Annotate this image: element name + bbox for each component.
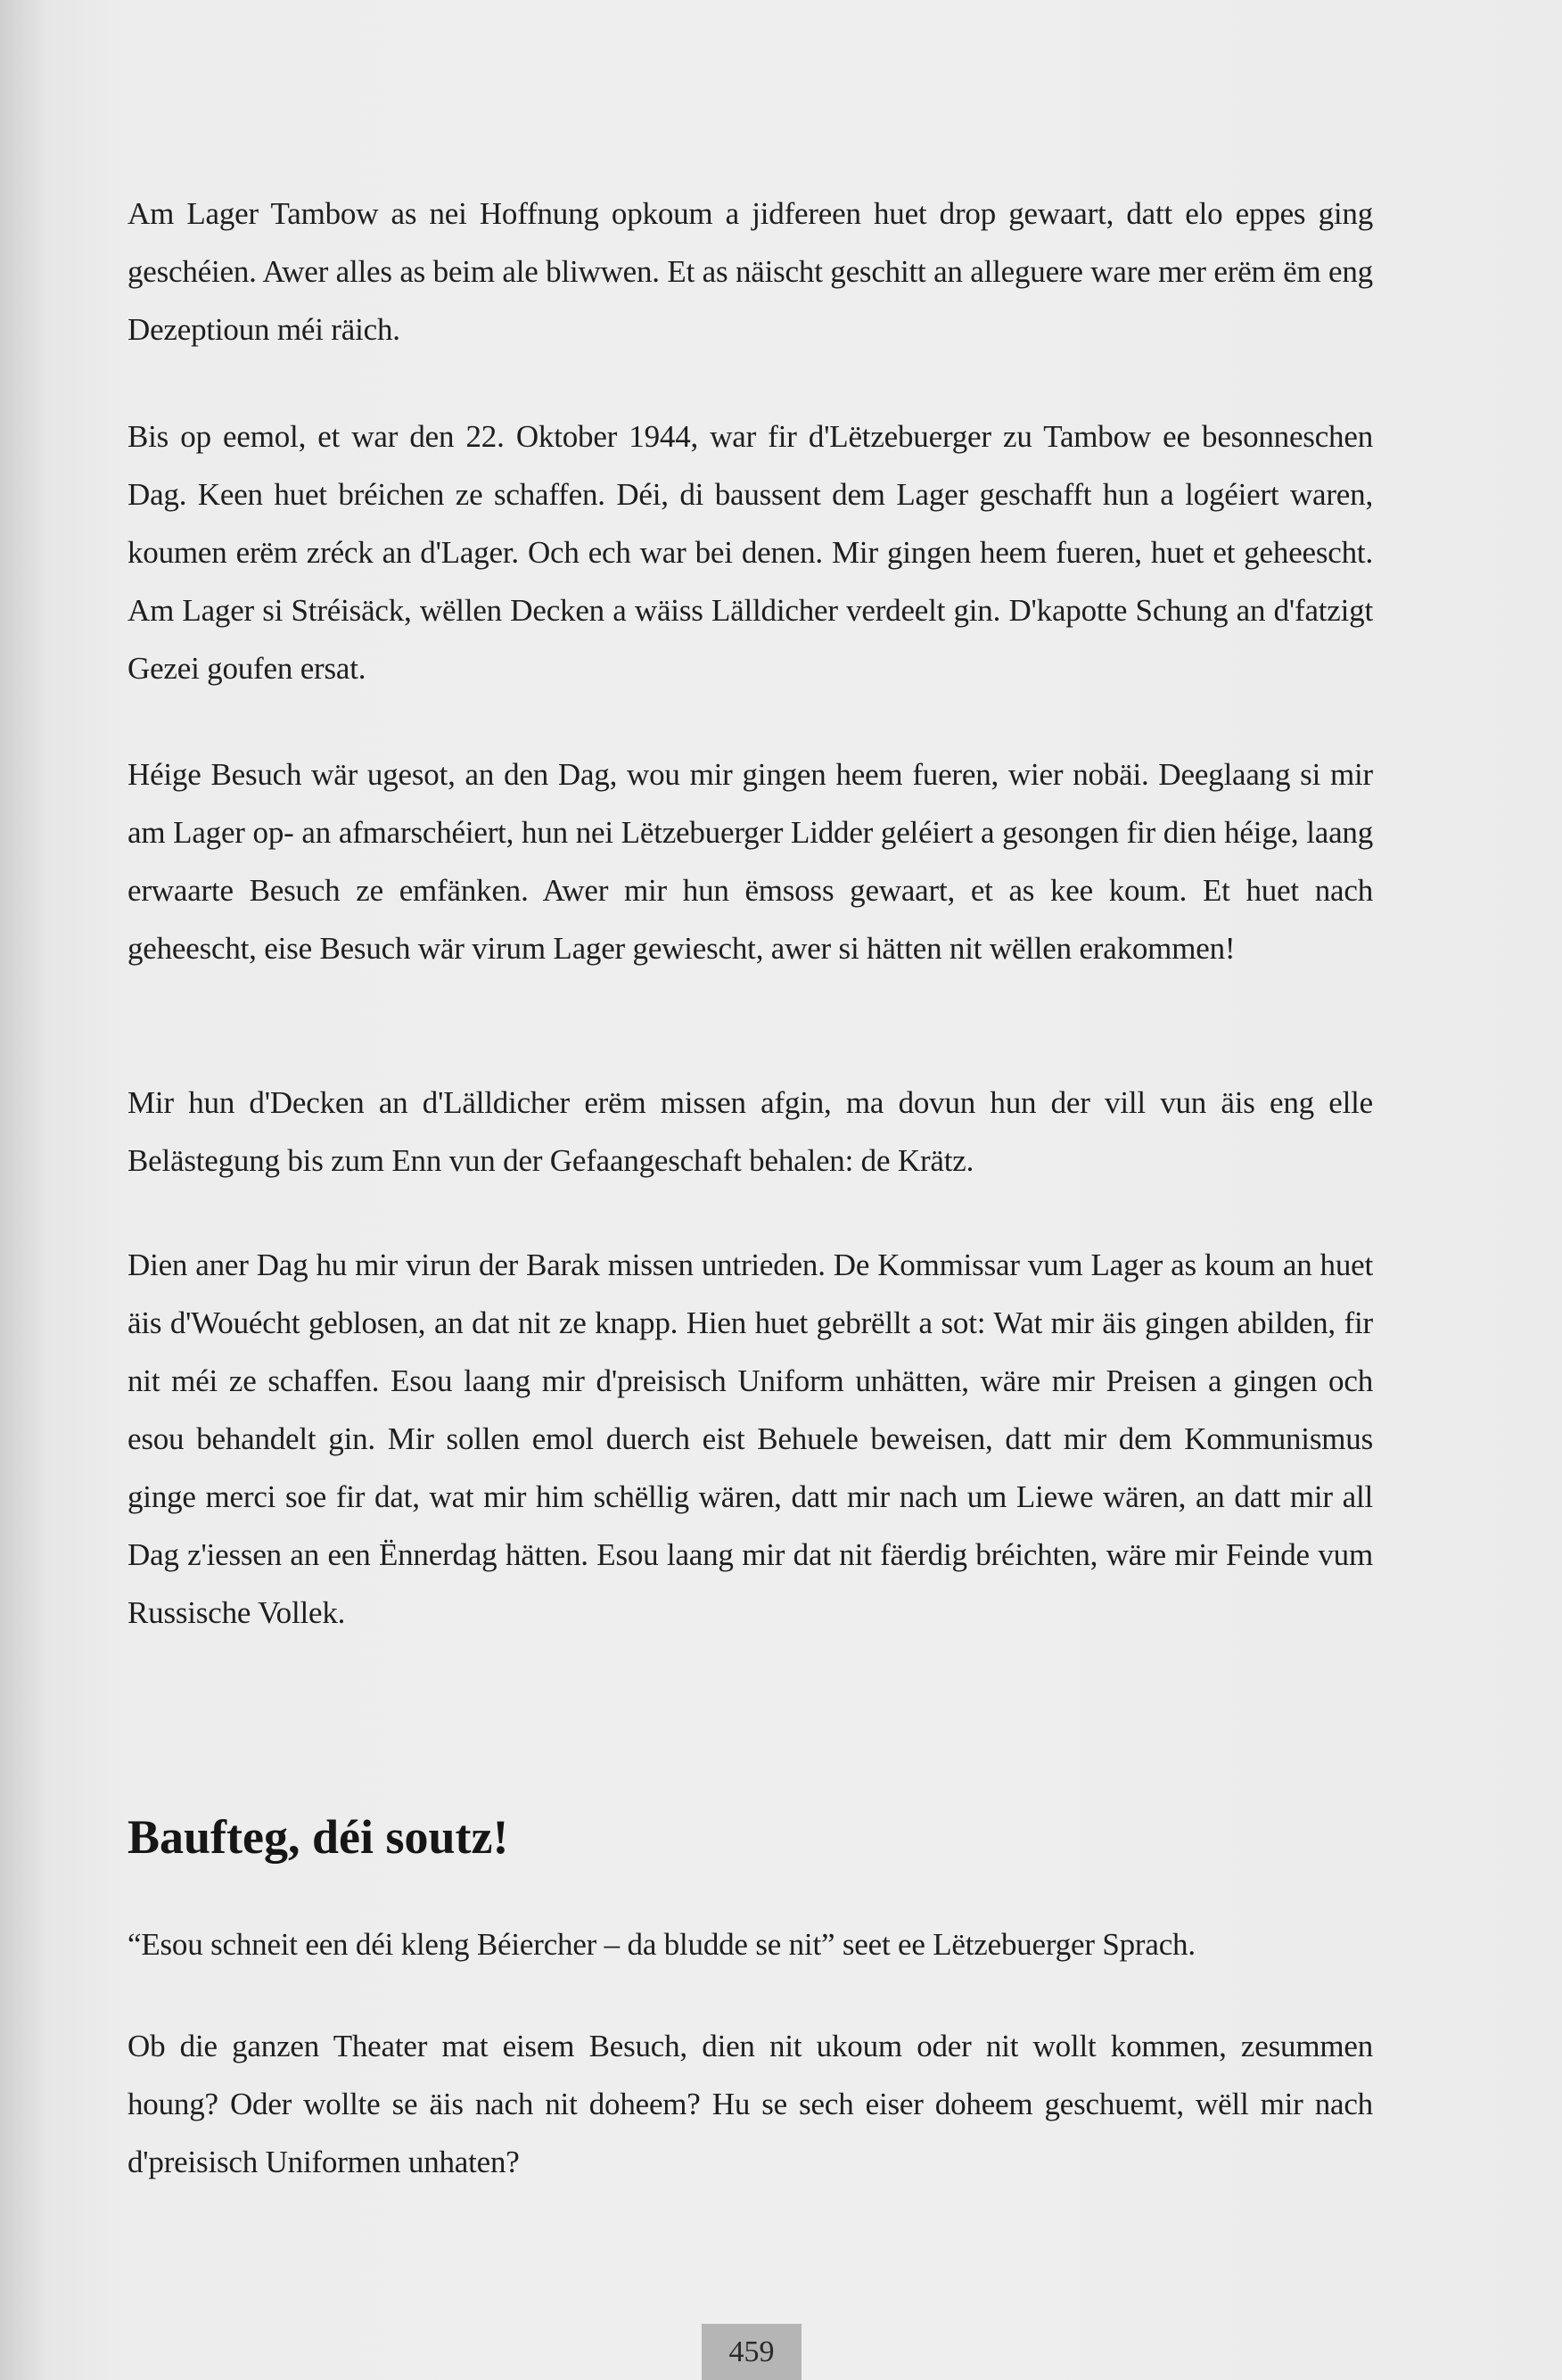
paragraph-5: Dien aner Dag hu mir virun der Barak missen untrieden. De Kommissar vum Lager as koum an huet äis d'Wouécht geblosen, an dat nit ze knapp. Hien huet gebrëllt a sot: Wat mir äis gingen abilden, fir nit méi ze schaffen. Esou laang mir d'preisisch Uniform unhätten, wäre mir Preisen a gingen och esou behandelt gin. Mir sollen emol duerch eist Behuele beweisen, datt mir dem Kommunismus ginge merci soe fir dat, wat mir him schëllig wären, datt mir nach um Liewe wären, an datt mir all Dag z'iessen an een Ënnerdag hätten. Esou laang mir dat nit fäerdig bréichten, wäre mir Feinde vum Russische Vollek.: [127, 1248, 1373, 1630]
paragraph-1: Am Lager Tambow as nei Hoffnung opkoum a jidfereen huet drop gewaart, datt elo eppes ging geschéien. Awer alles as beim ale bliwwen. Et as näischt geschitt an alleguere ware mer erëm ëm eng Dezeptioun méi räich.: [127, 196, 1373, 347]
quote-paragraph: “Esou schneit een déi kleng Béiercher – da bludde se nit” seet ee Lëtzebuerger Sprach.: [127, 1927, 1196, 1962]
closing-paragraph: Ob die ganzen Theater mat eisem Besuch, dien nit ukoum oder nit wollt kommen, zesummen houng? Oder wollte se äis nach nit doheem? Hu se sech eiser doheem geschuemt, wëll mir nach d'preisisch Uniformen unhaten?: [127, 2029, 1373, 2179]
page-number-label: 459: [728, 2335, 775, 2368]
paragraph-2: Bis op eemol, et war den 22. Oktober 1944, war fir d'Lëtzebuerger zu Tambow ee besonneschen Dag. Keen huet bréichen ze schaffen. Déi, di baussent dem Lager geschafft hun a logéiert waren, koumen erëm zréck an d'Lager. Och ech war bei denen. Mir gingen heem fueren, huet et geheescht. Am Lager si Stréisäck, wëllen Decken a wäiss Lälldicher verdeelt gin. D'kapotte Schung an d'fatzigt Gezei goufen ersat.: [127, 419, 1373, 686]
section-heading: Baufteg, déi soutz!: [127, 1810, 509, 1864]
page-number: [702, 2324, 802, 2380]
paragraph-3: Héige Besuch wär ugesot, an den Dag, wou mir gingen heem fueren, wier nobäi. Deeglaang si mir am Lager op- an afmarschéiert, hun nei Lëtzebuerger Lidder geléiert a gesongen fir dien héige, laang erwaarte Besuch ze emfänken. Awer mir hun ëmsoss gewaart, et as kee koum. Et huet nach geheescht, eise Besuch wär virum Lager gewiescht, awer si hätten nit wëllen erakommen!: [127, 757, 1373, 966]
paragraph-4: Mir hun d'Decken an d'Lälldicher erëm missen afgin, ma dovun hun der vill vun äis eng elle Belästegung bis zum Enn vun der Gefaangeschaft behalen: de Krätz.: [127, 1085, 1373, 1178]
